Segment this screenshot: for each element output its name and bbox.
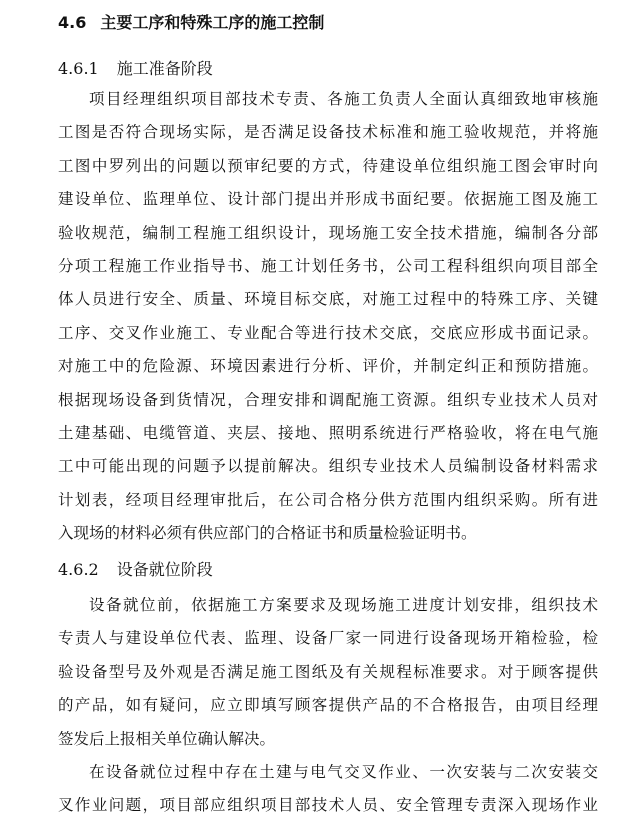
subsection-title: 施工准备阶段 bbox=[116, 59, 213, 78]
subsection-number: 4.6.2 bbox=[58, 560, 99, 579]
text-line: 设备就位前，依据施工方案要求及现场施工进度计划安排，组织技术 bbox=[89, 596, 598, 614]
text-line: 在设备就位过程中存在土建与电气交叉作业、一次安装与二次安装交 bbox=[89, 763, 598, 781]
text-line: 工中可能出现的问题予以提前解决。组织专业技术人员编制设备材料需求 bbox=[58, 457, 598, 476]
text-line: 建设单位、监理单位、设计部门提出并形成书面纪要。依据施工图及施工 bbox=[58, 190, 598, 209]
text-line: 对施工中的危险源、环境因素进行分析、评价，并制定纠正和预防措施。 bbox=[58, 357, 598, 376]
text-line: 计划表，经项目经理审批后，在公司合格分供方范围内组织采购。所有进 bbox=[58, 490, 598, 509]
text-line: 体人员进行安全、质量、环境目标交底，对施工过程中的特殊工序、关键 bbox=[58, 290, 598, 309]
text-line: 工序、交叉作业施工、专业配合等进行技术交底，交底应形成书面记录。 bbox=[58, 323, 598, 342]
subsection-number: 4.6.1 bbox=[58, 59, 99, 78]
subsection-heading-462 bbox=[58, 557, 213, 583]
text-line: 工图中罗列出的问题以预审纪要的方式，待建设单位组织施工图会审时向 bbox=[58, 156, 598, 175]
text-line: 验收规范，编制工程施工组织设计，现场施工安全技术措施，编制各分部 bbox=[58, 223, 598, 242]
paragraph-preparation bbox=[58, 83, 598, 550]
text-line: 专责人与建设单位代表、监理、设备厂家一同进行设备现场开箱检验，检 bbox=[58, 629, 598, 648]
text-line: 分项工程施工作业指导书、施工计划任务书，公司工程科组织向项目部全 bbox=[58, 256, 598, 275]
section-number: 4.6 bbox=[58, 13, 87, 32]
section-title: 主要工序和特殊工序的施工控制 bbox=[100, 13, 325, 32]
text-line: 叉作业问题，项目部应组织项目部技术人员、安全管理专责深入现场作业 bbox=[58, 796, 598, 815]
text-line: 签发后上报相关单位确认解决。 bbox=[58, 729, 276, 748]
text-line: 验设备型号及外观是否满足施工图纸及有关规程标准要求。对于顾客提供 bbox=[58, 662, 598, 681]
text-line: 入现场的材料必须有供应部门的合格证书和质量检验证明书。 bbox=[58, 524, 477, 543]
paragraph-equipment-placement bbox=[58, 589, 598, 756]
text-line: 根据现场设备到货情况，合理安排和调配施工资源。组织专业技术人员对 bbox=[58, 390, 598, 409]
text-line: 的产品，如有疑问，应立即填写顾客提供产品的不合格报告，由项目经理 bbox=[58, 696, 598, 715]
text-line: 工图是否符合现场实际，是否满足设备技术标准和施工验收规范，并将施 bbox=[58, 123, 598, 142]
subsection-title: 设备就位阶段 bbox=[116, 560, 213, 579]
text-line: 土建基础、电缆管道、夹层、接地、照明系统进行严格验收，将在电气施 bbox=[58, 423, 598, 442]
subsection-heading-461 bbox=[58, 56, 213, 82]
paragraph-cross-work bbox=[58, 756, 598, 823]
section-heading bbox=[58, 10, 324, 36]
text-line: 项目经理组织项目部技术专责、各施工负责人全面认真细致地审核施 bbox=[89, 90, 598, 108]
